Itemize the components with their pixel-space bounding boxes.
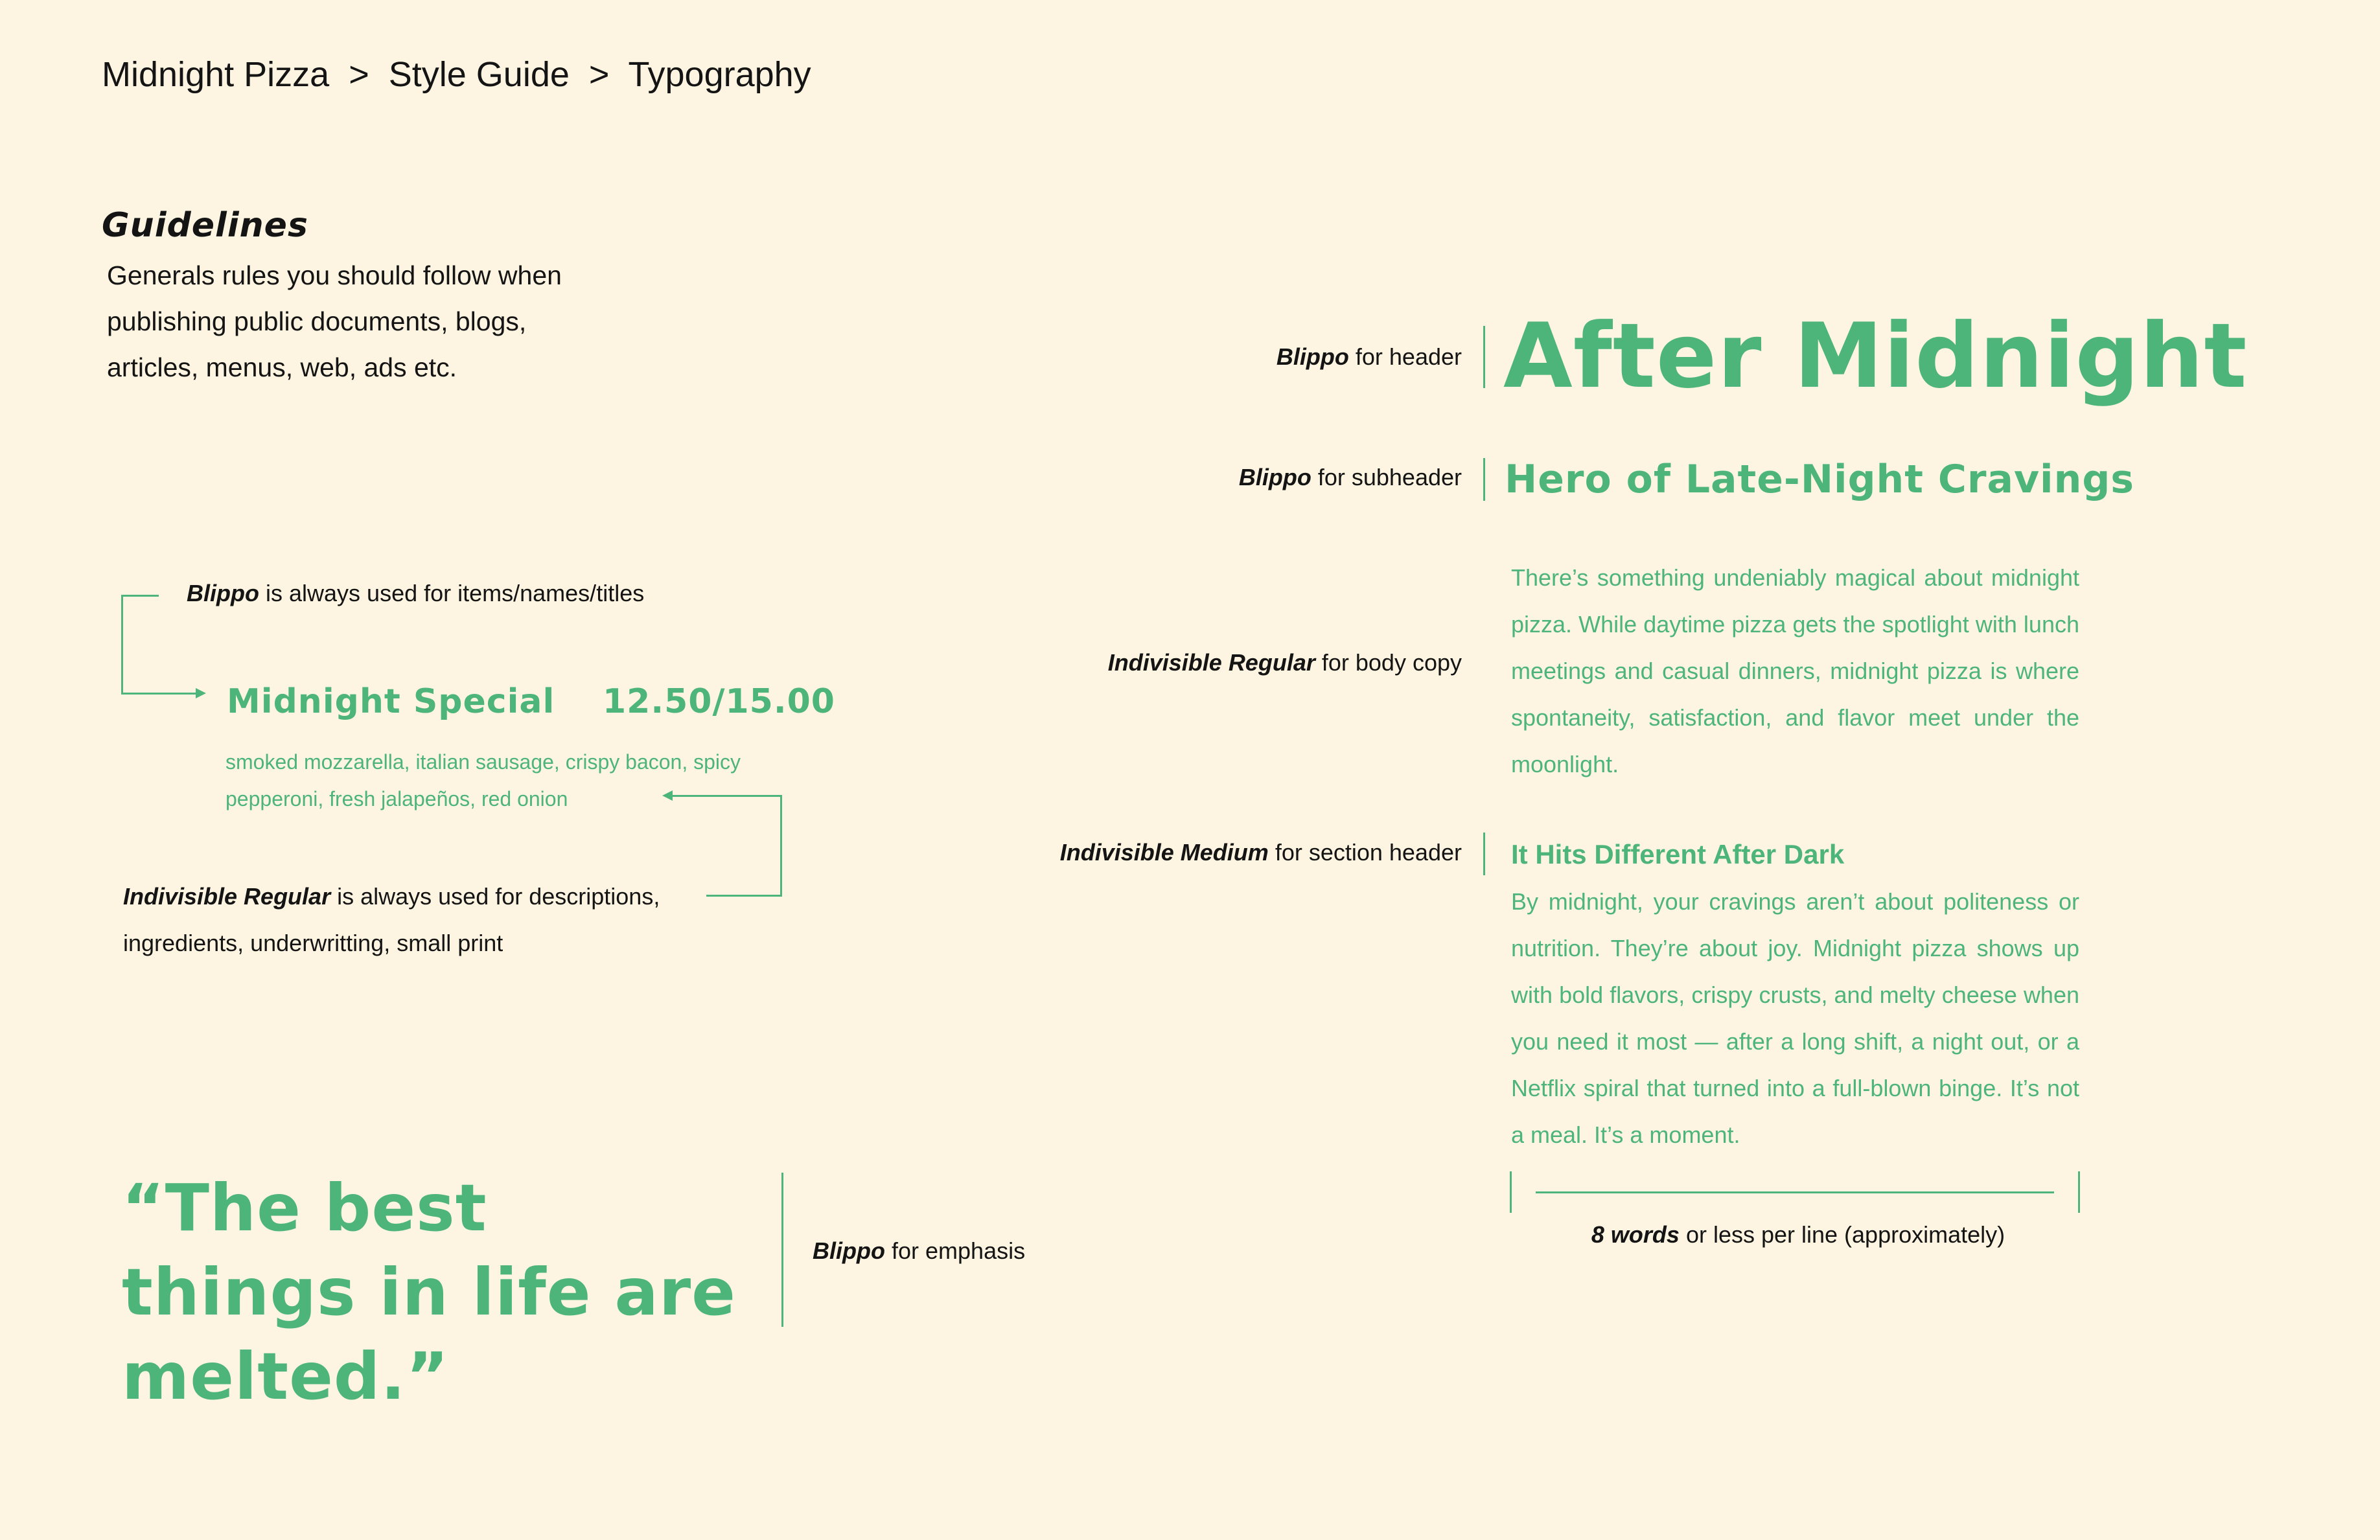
body-copy-sample: There’s something undeniably magical about midnight pizza. While daytime pizza gets the spotlight with lunch meetings and casual dinners, midnight pizza is where spontaneity, satisfaction, and flavor meet under the moonlight. <box>1511 564 2079 777</box>
header-divider <box>1483 326 1485 388</box>
font-name: Indivisible Medium <box>1059 839 1269 866</box>
section-heading-sample: It Hits Different After Dark <box>1511 839 1845 869</box>
guidelines-description: Generals rules you should follow when publishing public documents, blogs, articles, menus, web, ads etc. <box>107 260 562 382</box>
section-body-sample: By midnight, your cravings aren’t about politeness or nutrition. They’re about joy. Midnight pizza shows up with bold flavors, crispy crusts, and melty cheese when you need it most — after a long shift, a night out, or a Netflix spiral that turned into a full-blown binge. It’s not a meal. It’s a moment. <box>1511 888 2079 1148</box>
font-usage: is always used for descriptions, ingredients, underwritting, small print <box>123 883 660 956</box>
subheader-font-label <box>1239 464 1462 491</box>
connector-line <box>121 595 123 695</box>
font-name: Indivisible Regular <box>123 883 331 910</box>
line-length-rest: or less per line (approximately) <box>1685 1221 2005 1248</box>
font-name: Indivisible Regular <box>1107 649 1315 676</box>
line-length-rule <box>1536 1191 2054 1193</box>
header-font-label <box>1277 343 1462 371</box>
connector-line <box>121 693 199 695</box>
font-name: Blippo <box>813 1237 885 1264</box>
guidelines-title: Guidelines <box>102 206 308 245</box>
breadcrumb-item-brand[interactable]: Midnight Pizza <box>102 55 330 94</box>
subheader-divider <box>1483 458 1485 501</box>
breadcrumb-separator: > <box>339 55 379 94</box>
emphasis-divider <box>781 1173 783 1327</box>
font-usage: is always used for items/names/titles <box>266 580 645 606</box>
connector-line <box>671 795 781 797</box>
menu-item-price: 12.50/15.00 <box>603 682 835 721</box>
emphasis-font-label <box>813 1237 1025 1265</box>
breadcrumb-item-typography: Typography <box>628 55 811 94</box>
line-length-note <box>1503 1221 2093 1248</box>
font-usage: for section header <box>1275 839 1462 866</box>
font-name: Blippo <box>1238 464 1311 490</box>
section-divider <box>1483 833 1485 875</box>
blippo-usage-note <box>187 580 644 607</box>
menu-item-description: smoked mozzarella, italian sausage, crispy bacon, spicy pepperoni, fresh jalapeños, red onion <box>225 750 741 810</box>
breadcrumb-item-style-guide[interactable]: Style Guide <box>388 55 570 94</box>
section-font-label <box>1060 839 1462 866</box>
font-name: Blippo <box>187 580 259 606</box>
font-usage: for subheader <box>1317 464 1462 490</box>
breadcrumb-separator: > <box>579 55 619 94</box>
body-font-label <box>1108 649 1462 676</box>
line-length-emphasis: 8 words <box>1591 1221 1680 1248</box>
subheader-sample: Hero of Late-Night Cravings <box>1505 457 2134 502</box>
breadcrumb <box>102 54 811 95</box>
header-sample: After Midnight <box>1503 304 2248 408</box>
font-usage: for header <box>1355 343 1462 370</box>
font-usage: for body copy <box>1321 649 1462 676</box>
indivisible-usage-note <box>123 873 726 967</box>
font-name: Blippo <box>1276 343 1349 370</box>
connector-line <box>780 795 782 897</box>
connector-line <box>121 595 159 597</box>
menu-item-name: Midnight Special <box>227 682 555 721</box>
line-length-right-tick <box>2078 1171 2080 1213</box>
arrow-right-icon <box>196 688 206 698</box>
line-length-left-tick <box>1510 1171 1512 1213</box>
font-usage: for emphasis <box>892 1237 1026 1264</box>
emphasis-quote: “The best things in life are melted.” <box>122 1170 736 1414</box>
